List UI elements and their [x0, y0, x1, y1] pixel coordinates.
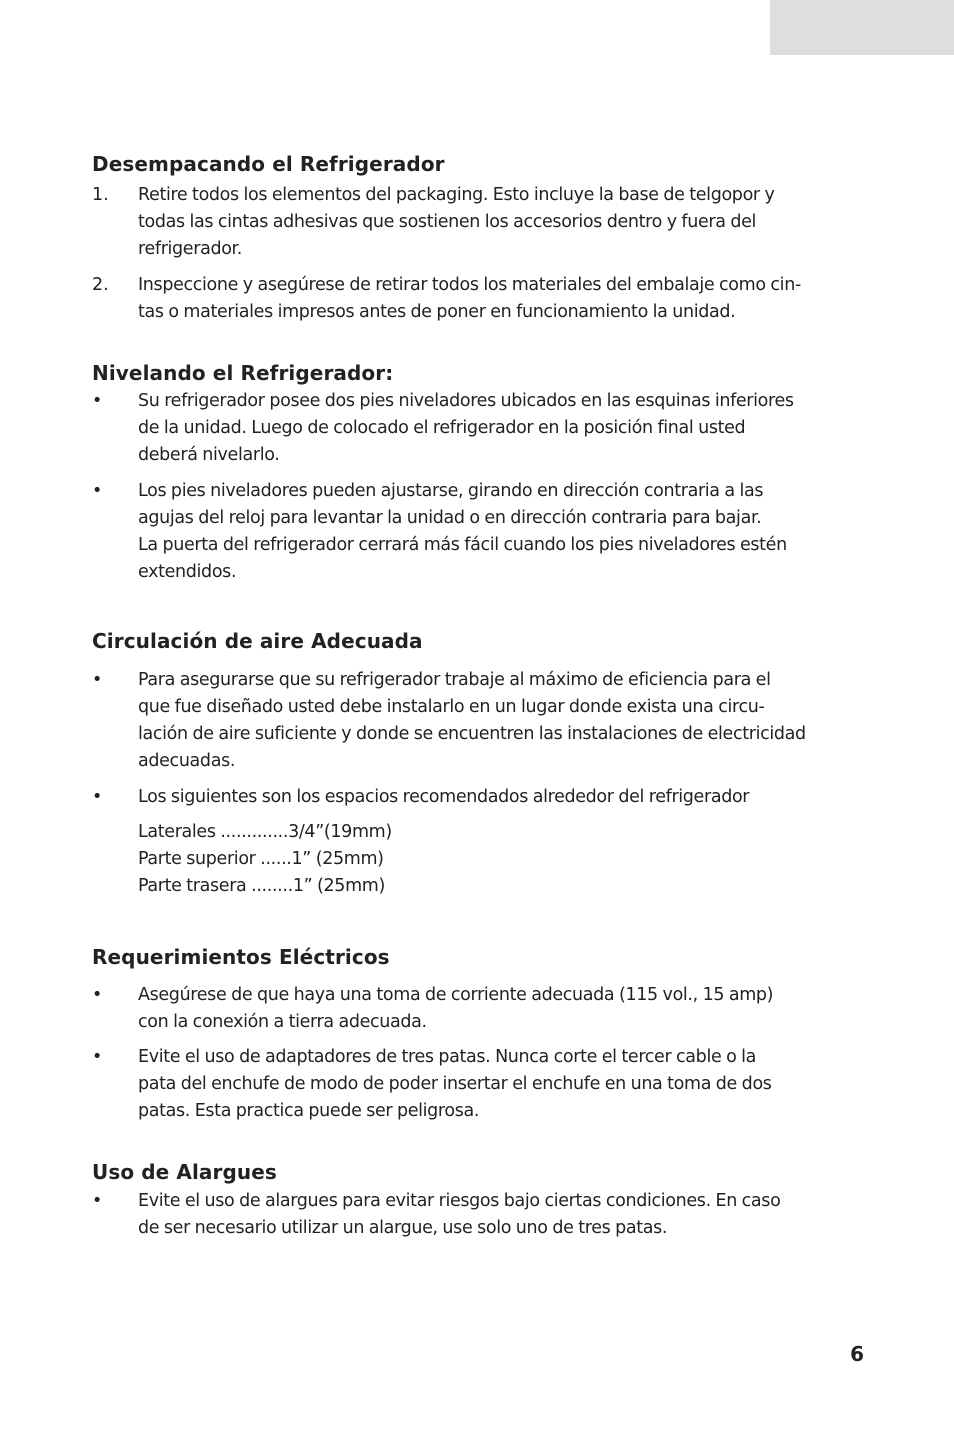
text-line: Los siguientes son los espacios recomendados alrededor del refrigerador: [138, 787, 750, 807]
list-item: [92, 1188, 882, 1242]
list-item: [92, 478, 882, 586]
text-line: Su refrigerador posee dos pies niveladores ubicados en las esquinas inferiores: [138, 391, 794, 411]
heading-electrical: Requerimientos Eléctricos: [92, 945, 390, 969]
text-line: Evite el uso de adaptadores de tres patas. Nunca corte el tercer cable o la: [138, 1047, 757, 1067]
text-line: refrigerador.: [138, 239, 243, 259]
list-marker: •: [92, 1191, 103, 1211]
list-marker: 1.: [92, 185, 109, 205]
text-line: Inspeccione y asegúrese de retirar todos los materiales del embalaje como cin-: [138, 275, 801, 295]
list-marker: •: [92, 391, 103, 411]
text-line: todas las cintas adhesivas que sostienen los accesorios dentro y fuera del: [138, 212, 757, 232]
text-line: La puerta del refrigerador cerrará más fácil cuando los pies niveladores estén: [138, 535, 787, 555]
heading-unpacking: Desempacando el Refrigerador: [92, 152, 445, 176]
list-marker: 2.: [92, 275, 109, 295]
text-line: agujas del reloj para levantar la unidad o en dirección contraria para bajar.: [138, 508, 762, 528]
list-marker: •: [92, 481, 103, 501]
text-line: patas. Esta practica puede ser peligrosa.: [138, 1101, 480, 1121]
text-line: deberá nivelarlo.: [138, 445, 280, 465]
corner-tab: [770, 0, 954, 55]
page-number: 6: [850, 1342, 864, 1366]
list-item: [92, 982, 882, 1036]
list-item: [92, 1044, 882, 1125]
list-item: [92, 784, 882, 811]
list-marker: •: [92, 1047, 103, 1067]
text-line: de ser necesario utilizar un alargue, use solo uno de tres patas.: [138, 1218, 668, 1238]
heading-extension-cords: Uso de Alargues: [92, 1160, 277, 1184]
text-line: tas o materiales impresos antes de poner en funcionamiento la unidad.: [138, 302, 736, 322]
clearance-back: Parte trasera ........1” (25mm): [138, 876, 385, 896]
clearance-sides: Laterales .............3/4”(19mm): [138, 822, 392, 842]
list-item: [92, 182, 882, 263]
text-line: Para asegurarse que su refrigerador trabaje al máximo de eficiencia para el: [138, 670, 771, 690]
text-line: de la unidad. Luego de colocado el refrigerador en la posición final usted: [138, 418, 746, 438]
text-line: Asegúrese de que haya una toma de corriente adecuada (115 vol., 15 amp): [138, 985, 774, 1005]
text-line: lación de aire suficiente y donde se encuentren las instalaciones de electricidad: [138, 724, 806, 744]
list-item: [92, 388, 882, 469]
list-item: [92, 667, 882, 775]
text-line: Los pies niveladores pueden ajustarse, girando en dirección contraria a las: [138, 481, 764, 501]
list-marker: •: [92, 670, 103, 690]
text-line: Evite el uso de alargues para evitar riesgos bajo ciertas condiciones. En caso: [138, 1191, 781, 1211]
list-item: [92, 272, 882, 326]
list-marker: •: [92, 985, 103, 1005]
text-line: extendidos.: [138, 562, 237, 582]
text-line: pata del enchufe de modo de poder insertar el enchufe en una toma de dos: [138, 1074, 772, 1094]
clearance-list: [138, 819, 738, 900]
text-line: con la conexión a tierra adecuada.: [138, 1012, 427, 1032]
text-line: adecuadas.: [138, 751, 236, 771]
text-line: que fue diseñado usted debe instalarlo en un lugar donde exista una circu-: [138, 697, 765, 717]
clearance-top: Parte superior ......1” (25mm): [138, 849, 384, 869]
text-line: Retire todos los elementos del packaging. Esto incluye la base de telgopor y: [138, 185, 775, 205]
list-marker: •: [92, 787, 103, 807]
heading-leveling: Nivelando el Refrigerador:: [92, 361, 394, 385]
heading-air-circulation: Circulación de aire Adecuada: [92, 629, 423, 653]
